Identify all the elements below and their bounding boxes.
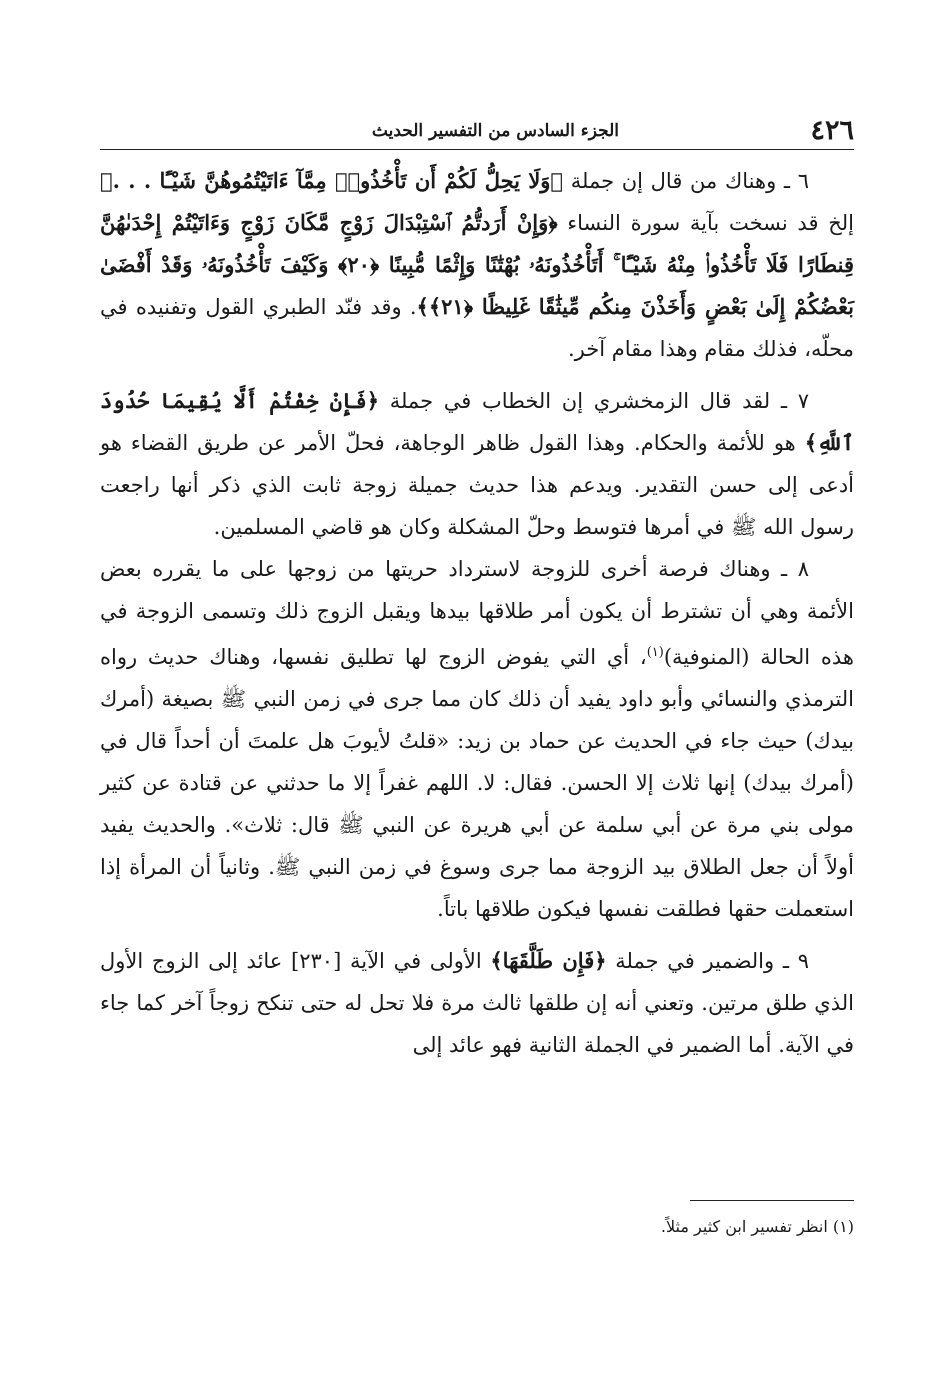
running-title: الجزء السادس من التفسير الحديث [371, 121, 619, 141]
footnote-reference[interactable]: (١) [646, 645, 664, 660]
paragraph-7 [100, 380, 854, 548]
quran-verse: ﴿وَلَا يَحِلُّ لَكُمْ أَن تَأْخُذُوا۟ مِمَّآ ءَاتَيْتُمُوهُنَّ شَيْـًٔا . . .﴾ [100, 168, 564, 193]
paragraph-8 [100, 548, 854, 930]
paragraph-9-intro: ٩ ـ والضمير في جملة [615, 949, 809, 973]
paragraph-6-outro: . وقد فنّد الطبري القول وتفنيده في محلّه، فذلك مقام وهذا مقام آخر. [100, 295, 854, 361]
footnote-text: انظر تفسير ابن كثير مثلاً. [660, 1217, 828, 1236]
footnote [100, 1212, 854, 1242]
paragraph-7-outro: هو للأئمة والحكام. وهذا القول ظاهر الوجاهة، فحلّ الأمر عن طريق القضاء هو أدعى إلى حسن التقدير. ويدعم هذا حديث جميلة زوجة ثابت الذي ذكر أنها راجعت رسول الله ﷺ في أمرها فتوسط وحلّ المشكلة وكان هو قاضي المسلمين. [100, 431, 854, 539]
paragraph-9 [100, 940, 854, 1066]
header-divider [100, 149, 854, 150]
page-header [100, 112, 854, 148]
paragraph-6-mid: إلخ قد نسخت بآية سورة النساء [567, 211, 854, 235]
quran-verse: ﴿وَإِنْ أَرَدتُّمُ ٱسْتِبْدَالَ زَوْجٍ مَّكَانَ زَوْجٍ وَءَاتَيْتُمْ إِحْدَىٰهُنَّ قِنطَارًا فَلَا تَأْخُذُوا۟ مِنْهُ شَيْـًٔا ۚ أَتَأْخُذُونَهُۥ بُهْتَٰنًا وَإِثْمًا مُّبِينًا ﴿٢٠﴾ وَكَيْفَ تَأْخُذُونَهُۥ وَقَدْ أَفْضَىٰ بَعْضُكُمْ إِلَىٰ بَعْضٍ وَأَخَذْنَ مِنكُم مِّيثَٰقًا غَلِيظًا ﴿٢١﴾﴾ [100, 210, 854, 319]
paragraph-9-outro: الأولى في الآية [٢٣٠] عائد إلى الزوج الأول الذي طلق مرتين. وتعني أنه إن طلقها ثالث مرة فلا تحل له حتى تنكح زوجاً آخر كما جاء في الآية. أما الضمير في الجملة الثانية فهو عائد إلى [100, 949, 854, 1057]
paragraph-6 [100, 160, 854, 370]
paragraph-7-intro: ٧ ـ لقد قال الزمخشري إن الخطاب في جملة [389, 389, 809, 413]
main-text [100, 160, 854, 1066]
paragraph-6-intro: ٦ ـ وهناك من قال إن جملة [570, 169, 809, 193]
quran-verse: ﴿فَإِن طَلَّقَهَا﴾ [490, 948, 607, 973]
paragraph-8-text-start: ٨ ـ وهناك فرصة أخرى للزوجة لاسترداد حريتها من زوجها على ما يقرره بعض الأئمة وهي أن تشترط أن يكون أمر طلاقها بيدها ويقبل الزوج ذلك وتسمى الزوجة في هذه الحالة (المنوفية) [100, 557, 855, 669]
footnote-divider [690, 1200, 854, 1201]
page-number: ٤٢٦ [810, 115, 854, 146]
paragraph-8-text-end: ، أي التي يفوض الزوج لها تطليق نفسها، وهناك حديث رواه الترمذي والنسائي وأبو داود يفيد أن ذلك كان مما جرى في زمن النبي ﷺ بصيغة (أمرك بيدك) حيث جاء في الحديث عن حماد بن زيد: «قلتُ لأيوبَ هل علمتَ أن أحداً قال في (أمرك بيدك) إنها ثلاث إلا الحسن. فقال: لا. اللهم غفراً إلا ما حدثني عن قتادة عن كثير مولى بني مرة عن أبي سلمة عن أبي هريرة عن النبي ﷺ قال: ثلاث». والحديث يفيد أولاً أن جعل الطلاق بيد الزوجة مما جرى وسوغ في زمن النبي ﷺ. وثانياً أن المرأة إذا استعملت حقها فطلقت نفسها فيكون طلاقها باتاً. [100, 645, 854, 921]
footnote-number: (١) [832, 1217, 854, 1236]
quran-verse: ﴿فَإِنْ خِفْتُمْ أَلَّا يُقِيمَا حُدُودَ ٱللَّهِ﴾ [100, 388, 854, 455]
